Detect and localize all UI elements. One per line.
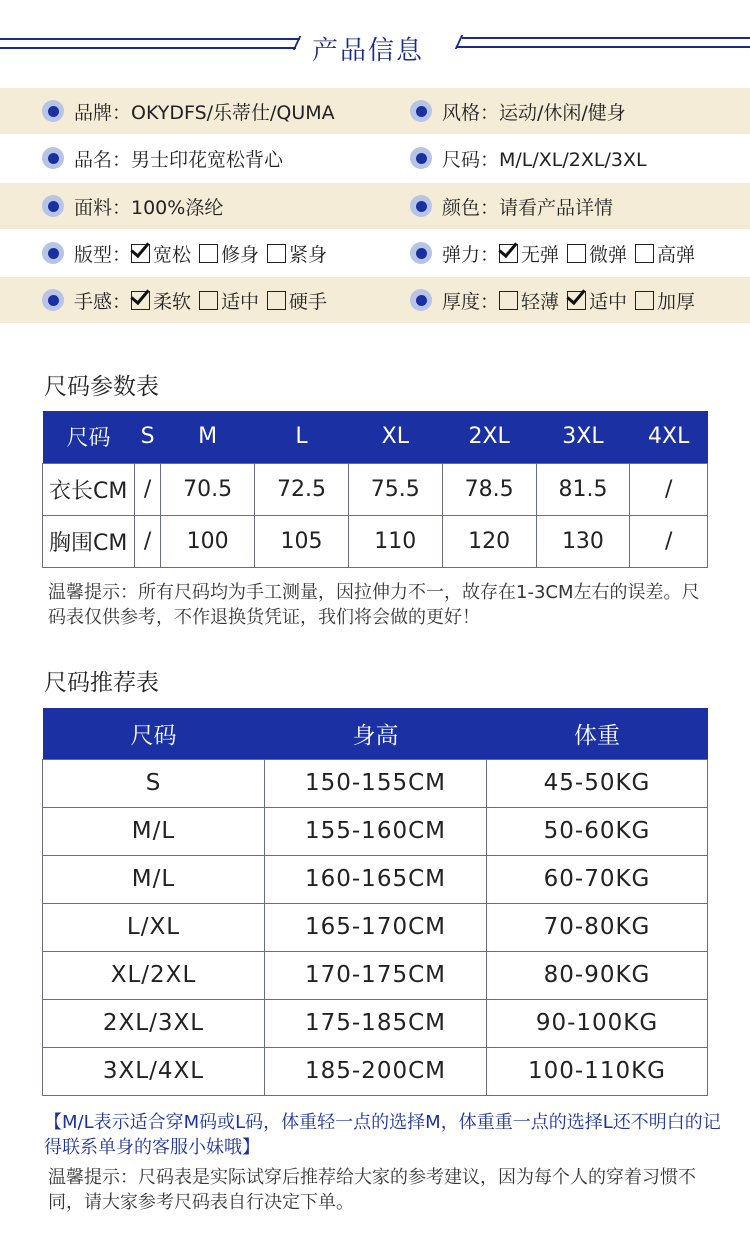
table-cell: / (135, 463, 161, 515)
thickness-label: 厚度： (442, 290, 500, 313)
table-row (43, 807, 708, 855)
table-row (43, 903, 708, 951)
table-cell: / (135, 515, 161, 567)
table-cell: 175-185CM (265, 999, 487, 1047)
table-cell: 165-170CM (265, 903, 487, 951)
style-text: 风格：运动/休闲/健身 (442, 101, 626, 124)
checkbox-empty-icon (567, 244, 586, 263)
table-cell: 130 (536, 515, 630, 567)
header-cell: M (161, 411, 255, 463)
table-cell: 75.5 (348, 463, 442, 515)
table-cell: / (630, 463, 708, 515)
header-cell: S (135, 411, 161, 463)
header-cell: L (255, 411, 349, 463)
checkbox-checked-icon (499, 244, 518, 263)
checkbox-empty-icon (199, 244, 218, 263)
bullet-icon (42, 242, 64, 264)
thickness-option-thick: 加厚 (635, 287, 695, 314)
recommend-table-header (43, 708, 708, 759)
table-row (43, 999, 708, 1047)
size-guide-blue-note: 【M/L表示适合穿M码或L码，体重轻一点的选择M，体重重一点的选择L还不明白的记得联系单身的客服小妹哦】 (44, 1112, 721, 1158)
product-name-text: 品名：男士印花宽松背心 (74, 148, 284, 171)
fabric-text: 面料：100%涤纶 (74, 196, 224, 219)
table-row (43, 855, 708, 903)
checkbox-checked-icon (131, 244, 150, 263)
table-cell: 80-90KG (487, 951, 708, 999)
feel-option-medium: 适中 (199, 287, 259, 314)
table-cell: 110 (348, 515, 442, 567)
header-rule-left (0, 38, 300, 40)
sizes-text: 尺码：M/L/XL/2XL/3XL (442, 148, 647, 171)
size-table-header (43, 411, 708, 463)
rec-table-title: 尺码推荐表 (44, 670, 159, 696)
header-cell: 4XL (630, 411, 708, 463)
table-cell: 衣长CM (43, 463, 135, 515)
fit-option-tight: 紧身 (267, 240, 327, 267)
bullet-icon (42, 100, 64, 122)
checkbox-checked-icon (131, 291, 150, 310)
table-cell: 81.5 (536, 463, 630, 515)
table-row (43, 951, 708, 999)
header-cell: 3XL (536, 411, 630, 463)
info-row-fabric (0, 183, 750, 229)
bullet-icon (410, 100, 432, 122)
recommend-table-note: 温馨提示：尺码表是实际试穿后推荐给大家的参考建议，因为每个人的穿着习惯不同，请大家参考尺码表自行决定下单。 (48, 1167, 696, 1213)
info-row-name (0, 135, 750, 181)
fit-label: 版型： (74, 243, 132, 266)
table-cell: 70-80KG (487, 903, 708, 951)
header-cell: 尺码 (43, 708, 265, 759)
bullet-icon (42, 147, 64, 169)
elasticity-option-slight: 微弹 (567, 240, 627, 267)
table-cell: M/L (43, 807, 265, 855)
brand-text: 品牌：OKYDFS/乐蒂仕/QUMA (74, 101, 335, 124)
checkbox-empty-icon (267, 291, 286, 310)
table-cell: 60-70KG (487, 855, 708, 903)
table-cell: 70.5 (161, 463, 255, 515)
table-cell: 100 (161, 515, 255, 567)
feel-option-stiff: 硬手 (267, 287, 327, 314)
recommend-table (42, 708, 708, 1096)
checkbox-empty-icon (199, 291, 218, 310)
thickness-option-thin: 轻薄 (499, 287, 559, 314)
table-row (43, 759, 708, 807)
header-cell: 2XL (442, 411, 536, 463)
table-cell: 150-155CM (265, 759, 487, 807)
table-cell: 78.5 (442, 463, 536, 515)
table-cell: M/L (43, 855, 265, 903)
fit-option-slim: 修身 (199, 240, 259, 267)
table-cell: 120 (442, 515, 536, 567)
table-row (43, 515, 708, 567)
bullet-icon (410, 147, 432, 169)
table-row (43, 463, 708, 515)
checkbox-empty-icon (267, 244, 286, 263)
info-row-brand (0, 88, 750, 134)
checkbox-empty-icon (635, 291, 654, 310)
size-table-note: 温馨提示：所有尺码均为手工测量，因拉伸力不一，故存在1-3CM左右的误差。尺码表仅供参考，不作退换货凭证，我们将会做的更好！ (48, 582, 700, 628)
header-rule-right-2 (456, 46, 750, 48)
color-text: 颜色：请看产品详情 (442, 196, 614, 219)
table-cell: 3XL/4XL (43, 1047, 265, 1095)
checkbox-empty-icon (635, 244, 654, 263)
table-cell: 185-200CM (265, 1047, 487, 1095)
header-cell: XL (348, 411, 442, 463)
bullet-icon (410, 195, 432, 217)
elasticity-label: 弹力： (442, 243, 500, 266)
size-table (42, 411, 708, 568)
size-table-title: 尺码参数表 (44, 374, 159, 400)
info-row-fit (0, 230, 750, 276)
info-row-feel (0, 277, 750, 323)
fit-option-loose: 宽松 (131, 240, 191, 267)
table-cell: 155-160CM (265, 807, 487, 855)
table-cell: 45-50KG (487, 759, 708, 807)
table-cell: S (43, 759, 265, 807)
table-cell: 72.5 (255, 463, 349, 515)
feel-option-soft: 柔软 (131, 287, 191, 314)
bullet-icon (410, 242, 432, 264)
elasticity-option-none: 无弹 (499, 240, 559, 267)
table-cell: 90-100KG (487, 999, 708, 1047)
bullet-icon (410, 289, 432, 311)
header-rule-left-2 (0, 47, 296, 49)
table-cell: 100-110KG (487, 1047, 708, 1095)
checkbox-checked-icon (567, 291, 586, 310)
table-cell: 170-175CM (265, 951, 487, 999)
section-header (0, 0, 750, 85)
header-cell: 身高 (265, 708, 487, 759)
table-row (43, 1047, 708, 1095)
thickness-option-medium: 适中 (567, 287, 627, 314)
bullet-icon (42, 289, 64, 311)
header-rule-right (462, 37, 750, 39)
table-cell: 50-60KG (487, 807, 708, 855)
header-cell: 尺码 (43, 411, 135, 463)
table-cell: 胸围CM (43, 515, 135, 567)
table-cell: XL/2XL (43, 951, 265, 999)
table-cell: 105 (255, 515, 349, 567)
table-cell: 160-165CM (265, 855, 487, 903)
table-cell: / (630, 515, 708, 567)
checkbox-empty-icon (499, 291, 518, 310)
table-cell: L/XL (43, 903, 265, 951)
elasticity-option-high: 高弹 (635, 240, 695, 267)
page-title: 产品信息 (312, 36, 425, 66)
bullet-icon (42, 195, 64, 217)
header-cell: 体重 (487, 708, 708, 759)
feel-label: 手感： (74, 290, 132, 313)
table-cell: 2XL/3XL (43, 999, 265, 1047)
